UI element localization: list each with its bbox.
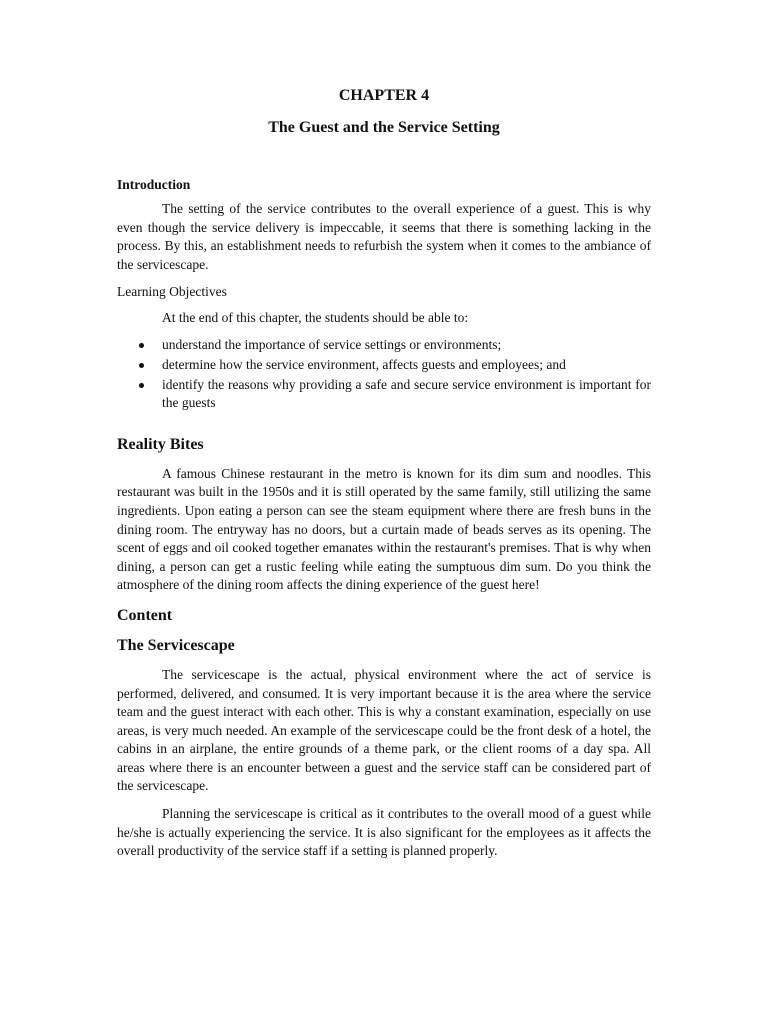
list-item-text: understand the importance of service settings or environments; bbox=[162, 337, 502, 353]
chapter-number: CHAPTER 4 bbox=[338, 87, 430, 104]
page-content bbox=[117, 86, 651, 870]
reality-bites-paragraph: A famous Chinese restaurant in the metro is known for its dim sum and noodles. This restaurant was built in the 1950s and it is still operated by the same family, still utilizing the same ingredients. Upon eating a person can see the steam equipment where there are fresh buns in the dining room. The entryway has no doors, but a curtain made of beads serves as its opening. The scent of eggs and oil cooked together emanates within the restaurant's premises. That is why when dining, a person can get a rustic feeling while eating the sumptuous dim sum. Do you think the atmosphere of the dining room affects the dining experience of the guest here! bbox=[117, 465, 651, 593]
learning-objectives-lead-in: At the end of this chapter, the students should be able to: bbox=[162, 310, 469, 326]
bullet-icon bbox=[139, 383, 144, 388]
introduction-heading: Introduction bbox=[117, 177, 191, 192]
list-item bbox=[117, 376, 651, 413]
list-item-text: identify the reasons why providing a safe and secure service environment is important for the guests bbox=[162, 376, 651, 411]
bullet-icon bbox=[139, 343, 144, 348]
list-item-text: determine how the service environment, affects guests and employees; and bbox=[162, 356, 566, 372]
servicescape-paragraph-1: The servicescape is the actual, physical environment where the act of service is performed, delivered, and consumed. It is very important because it is the area where the service team and the guest interact with each other. This is why a constant examination, especially on use areas, is very much needed. An example of the servicescape could be the front desk of a hotel, the cabins in an airplane, the entire grounds of a theme park, or the client rooms of a day spa. All areas where there is an encounter between a guest and the service staff can be considered part of the servicescape. bbox=[117, 666, 651, 794]
list-item bbox=[117, 356, 651, 375]
reality-bites-heading: Reality Bites bbox=[117, 435, 204, 453]
content-heading: Content bbox=[117, 606, 173, 624]
servicescape-paragraph-2: Planning the servicescape is critical as it contributes to the overall mood of a guest while he/she is actually experiencing the service. It is also significant for the employees as it affects the overall productivity of the service staff if a setting is planned properly. bbox=[117, 806, 651, 859]
list-item bbox=[117, 336, 651, 355]
learning-objectives-heading: Learning Objectives bbox=[117, 284, 227, 300]
introduction-paragraph: The setting of the service contributes to the overall experience of a guest. This is why even though the service delivery is impeccable, it seems that there is something lacking in the process. By this, an establishment needs to refurbish the system when it comes to the ambiance of the servicescape. bbox=[117, 201, 651, 272]
chapter-title: The Guest and the Service Setting bbox=[268, 119, 500, 136]
servicescape-heading: The Servicescape bbox=[117, 636, 235, 654]
bullet-icon bbox=[139, 363, 144, 368]
learning-objectives-list bbox=[117, 336, 651, 412]
